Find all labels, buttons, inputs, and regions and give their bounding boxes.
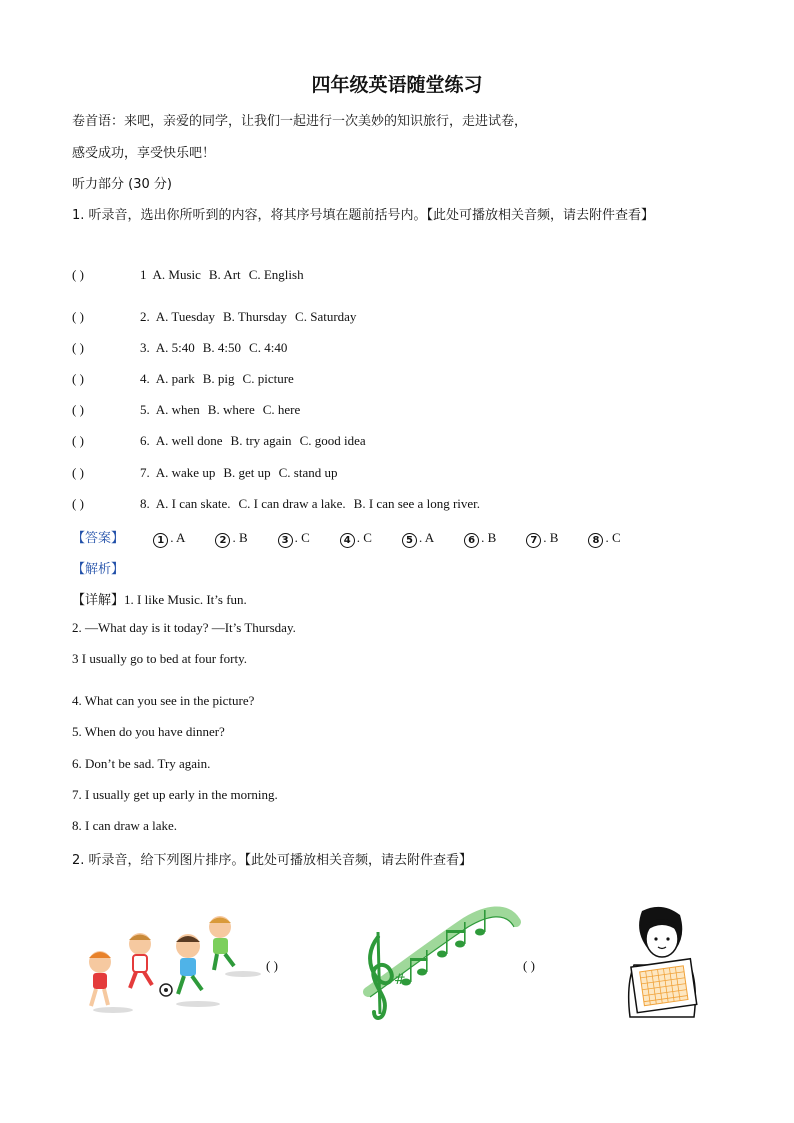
answer-blank[interactable]: ( ): [72, 433, 84, 448]
answer-label: 【答案】: [72, 531, 125, 546]
answer-value: . B: [481, 530, 497, 545]
option-text: B. 4:50: [202, 340, 242, 355]
option-text: A. when: [155, 402, 200, 417]
intro-line-1: 卷首语：来吧，亲爱的同学，让我们一起进行一次美妙的知识旅行，走进试卷，: [72, 114, 528, 129]
question-number: 6.: [140, 433, 150, 448]
option-text: A. Music: [152, 267, 201, 282]
detail-line-6: 6. Don’t be sad. Try again.: [72, 756, 211, 771]
answer-value: . C: [605, 530, 621, 545]
question-options: [153, 267, 312, 282]
option-text: B. try again: [230, 433, 292, 448]
question-number: 3.: [140, 340, 150, 355]
option-text: B. get up: [223, 465, 271, 480]
answer-item: [526, 530, 558, 548]
question-row: [72, 309, 364, 325]
answer-number-circle: 2: [215, 533, 230, 548]
answer-blank[interactable]: ( ): [72, 496, 84, 511]
question-options: [156, 309, 365, 324]
option-text: A. well done: [155, 433, 223, 448]
detail-line-7: 7. I usually get up early in the morning.: [72, 787, 278, 802]
picture-1-paren: ( ): [266, 958, 278, 973]
answer-blank[interactable]: ( ): [72, 371, 84, 386]
option-text: C. I can draw a lake.: [238, 496, 346, 511]
answer-item: [278, 530, 310, 548]
answer-blank[interactable]: ( ): [72, 465, 84, 480]
answer-value: . C: [294, 530, 310, 545]
music-notes-image: [356, 902, 522, 1026]
option-text: A. Tuesday: [155, 309, 215, 324]
svg-text:#: #: [394, 972, 406, 988]
question-number: 2.: [140, 309, 150, 324]
detail-label: 【详解】: [72, 593, 125, 608]
kids-football-image: [78, 912, 264, 1018]
analysis-label: 【解析】: [72, 562, 125, 577]
detail-line-3: 3 I usually go to bed at four forty.: [72, 651, 247, 666]
answer-item: [402, 530, 434, 548]
option-text: C. English: [248, 267, 304, 282]
detail-line-2: 2. —What day is it today? —It’s Thursday.: [72, 620, 296, 635]
answer-row: [72, 527, 651, 548]
question-number: 1: [140, 267, 147, 282]
answer-value: . A: [170, 530, 186, 545]
answer-blank[interactable]: ( ): [72, 402, 84, 417]
answer-item: [340, 530, 372, 548]
question-options: [156, 465, 346, 480]
q1-instruction: 1. 听录音，选出你所听到的内容，将其序号填在题前括号内。【此处可播放相关音频，请去附件查看】: [72, 208, 655, 223]
question-row: [72, 402, 308, 418]
question-number: 7.: [140, 465, 150, 480]
answer-number-circle: 7: [526, 533, 541, 548]
question-options: [156, 402, 309, 417]
answer-value: . B: [543, 530, 559, 545]
answer-number-circle: 6: [464, 533, 479, 548]
option-text: C. here: [262, 402, 301, 417]
detail-line-4: 4. What can you see in the picture?: [72, 693, 255, 708]
question-number: 4.: [140, 371, 150, 386]
option-text: B. pig: [202, 371, 235, 386]
detail-line-1: [72, 589, 247, 608]
q2-instruction: 2. 听录音，给下列图片排序。【此处可播放相关音频，请去附件查看】: [72, 853, 473, 868]
option-text: C. Saturday: [295, 309, 357, 324]
detail-text: 1. I like Music. It’s fun.: [124, 592, 247, 607]
question-row: [72, 433, 374, 449]
option-text: C. picture: [242, 371, 294, 386]
girl-drawing-image: [614, 905, 710, 1025]
answer-value: . C: [356, 530, 372, 545]
option-text: A. I can skate.: [155, 496, 231, 511]
option-text: C. 4:40: [249, 340, 288, 355]
option-text: A. park: [155, 371, 195, 386]
question-number: 5.: [140, 402, 150, 417]
question-number: 8.: [140, 496, 150, 511]
answer-item: [464, 530, 496, 548]
option-text: C. stand up: [278, 465, 338, 480]
option-text: A. wake up: [155, 465, 216, 480]
answer-value: . B: [232, 530, 248, 545]
option-text: A. 5:40: [155, 340, 195, 355]
question-options: [156, 496, 488, 511]
option-text: B. Thursday: [223, 309, 288, 324]
answer-number-circle: 4: [340, 533, 355, 548]
answer-item: [153, 530, 185, 548]
option-text: C. good idea: [299, 433, 366, 448]
question-row: [72, 496, 488, 512]
intro-line-2: 感受成功，享受快乐吧！: [72, 146, 216, 161]
question-row: [72, 267, 312, 283]
answer-blank[interactable]: ( ): [72, 267, 84, 282]
detail-line-8: 8. I can draw a lake.: [72, 818, 178, 833]
answer-number-circle: 3: [278, 533, 293, 548]
option-text: B. Art: [208, 267, 241, 282]
picture-2-paren: ( ): [523, 958, 535, 973]
answer-item: [588, 530, 620, 548]
question-row: [72, 371, 302, 387]
answer-number-circle: 8: [588, 533, 603, 548]
question-options: [156, 433, 374, 448]
page-title: 四年级英语随堂练习: [311, 74, 483, 96]
option-text: B. I can see a long river.: [353, 496, 481, 511]
question-options: [156, 371, 302, 386]
section-listening: 听力部分 (30 分): [72, 177, 172, 192]
question-row: [72, 340, 295, 356]
answer-number-circle: 1: [153, 533, 168, 548]
answer-list: [153, 530, 650, 545]
question-row: [72, 465, 346, 481]
answer-blank[interactable]: ( ): [72, 309, 84, 324]
answer-number-circle: 5: [402, 533, 417, 548]
detail-line-5: 5. When do you have dinner?: [72, 724, 225, 739]
option-text: B. where: [207, 402, 255, 417]
answer-item: [215, 530, 247, 548]
question-options: [156, 340, 296, 355]
answer-blank[interactable]: ( ): [72, 340, 84, 355]
answer-value: . A: [418, 530, 435, 545]
